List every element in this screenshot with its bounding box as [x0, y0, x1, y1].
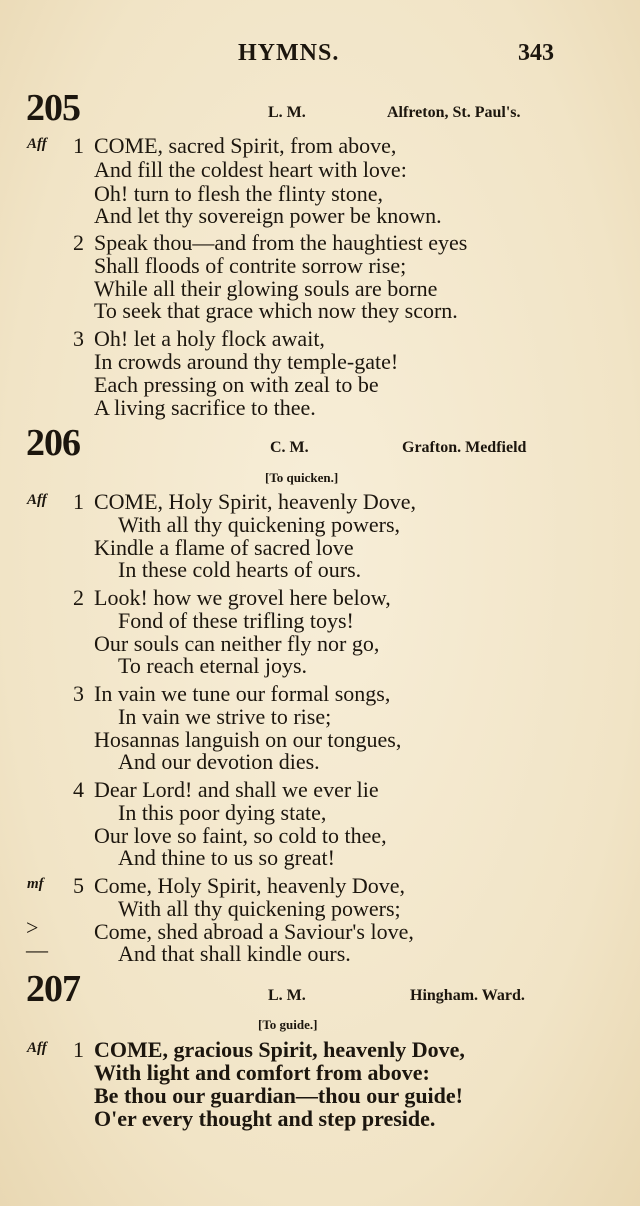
- verse-number: 3: [73, 326, 84, 351]
- hymn-line: COME, sacred Spirit, from above,: [94, 133, 397, 158]
- crescendo-mark: >: [26, 915, 39, 940]
- hymn-line: And thine to us so great!: [118, 845, 335, 870]
- verse-number: 1: [73, 133, 84, 158]
- page-number: 343: [518, 40, 554, 66]
- hymn-line: To reach eternal joys.: [118, 653, 308, 678]
- verse-number: 1: [73, 489, 84, 514]
- hymn-line: Speak thou—and from the haughtiest eyes: [94, 230, 468, 255]
- meter-label: L. M.: [268, 987, 306, 1004]
- meter-label: L. M.: [268, 104, 306, 121]
- hymn-line: Oh! turn to flesh the flinty stone,: [94, 181, 384, 206]
- hymn-line: Our love so faint, so cold to thee,: [94, 823, 387, 848]
- hymn-line: And our devotion dies.: [118, 749, 320, 774]
- hymn-line: With all thy quickening powers,: [118, 512, 401, 537]
- hymn-line: Come, Holy Spirit, heavenly Dove,: [94, 873, 406, 898]
- hymn-line: Our souls can neither fly nor go,: [94, 631, 380, 656]
- tune-names: Hingham. Ward.: [410, 987, 525, 1004]
- verse-number: 2: [73, 230, 84, 255]
- hymn-line: Dear Lord! and shall we ever lie: [94, 777, 379, 802]
- hymn-line: Be thou our guardian—thou our guide!: [94, 1083, 463, 1108]
- hymn-subject-note: [To guide.]: [258, 1017, 318, 1032]
- hymn-line: To seek that grace which now they scorn.: [94, 298, 458, 323]
- hymn-line: Fond of these trifling toys!: [118, 608, 354, 633]
- hymn-line: With all thy quickening powers;: [118, 896, 401, 921]
- hymn-line: COME, Holy Spirit, heavenly Dove,: [94, 489, 417, 514]
- hymn-line: In this poor dying state,: [118, 800, 327, 825]
- hymn-line: Shall floods of contrite sorrow rise;: [94, 253, 407, 278]
- hymn-number: 206: [26, 422, 80, 464]
- hymn-line: In these cold hearts of ours.: [118, 557, 362, 582]
- verse-number: 3: [73, 681, 84, 706]
- hymn-line: Come, shed abroad a Saviour's love,: [94, 919, 414, 944]
- hymn-line: Oh! let a holy flock await,: [94, 326, 325, 351]
- hymn-line: COME, gracious Spirit, heavenly Dove,: [94, 1037, 465, 1062]
- hymn-line: And that shall kindle ours.: [118, 941, 351, 966]
- verse-number: 4: [73, 777, 84, 802]
- hymn-line: Hosannas languish on our tongues,: [94, 727, 402, 752]
- hymn-line: A living sacrifice to thee.: [94, 395, 316, 420]
- tune-names: Alfreton, St. Paul's.: [387, 104, 521, 121]
- hymn-line: And let thy sovereign power be known.: [94, 203, 442, 228]
- hymn-subject-note: [To quicken.]: [265, 470, 339, 485]
- tune-names: Grafton. Medfield: [402, 439, 527, 456]
- hymn-line: O'er every thought and step preside.: [94, 1106, 436, 1131]
- meter-label: C. M.: [270, 439, 309, 456]
- dynamic-marking: Aff: [27, 136, 47, 152]
- hymn-number: 207: [26, 968, 80, 1010]
- hymn-line: In crowds around thy temple-gate!: [94, 349, 399, 374]
- hymn-line: With light and comfort from above:: [94, 1060, 430, 1085]
- hymn-line: In vain we strive to rise;: [118, 704, 332, 729]
- verse-number: 1: [73, 1037, 84, 1062]
- hymn-line: In vain we tune our formal songs,: [94, 681, 391, 706]
- hymn-line: Look! how we grovel here below,: [94, 585, 391, 610]
- hymn-line: And fill the coldest heart with love:: [94, 157, 407, 182]
- hymn-line: Each pressing on with zeal to be: [94, 372, 379, 397]
- dynamic-marking: Aff: [27, 1040, 47, 1056]
- hymn-line: While all their glowing souls are borne: [94, 276, 438, 301]
- dynamic-marking: Aff: [27, 492, 47, 508]
- running-head: HYMNS.: [238, 40, 340, 66]
- verse-number: 2: [73, 585, 84, 610]
- hymn-number: 205: [26, 87, 80, 129]
- sustain-mark: —: [26, 937, 48, 962]
- hymn-line: Kindle a flame of sacred love: [94, 535, 354, 560]
- dynamic-marking: mf: [27, 876, 44, 892]
- verse-number: 5: [73, 873, 84, 898]
